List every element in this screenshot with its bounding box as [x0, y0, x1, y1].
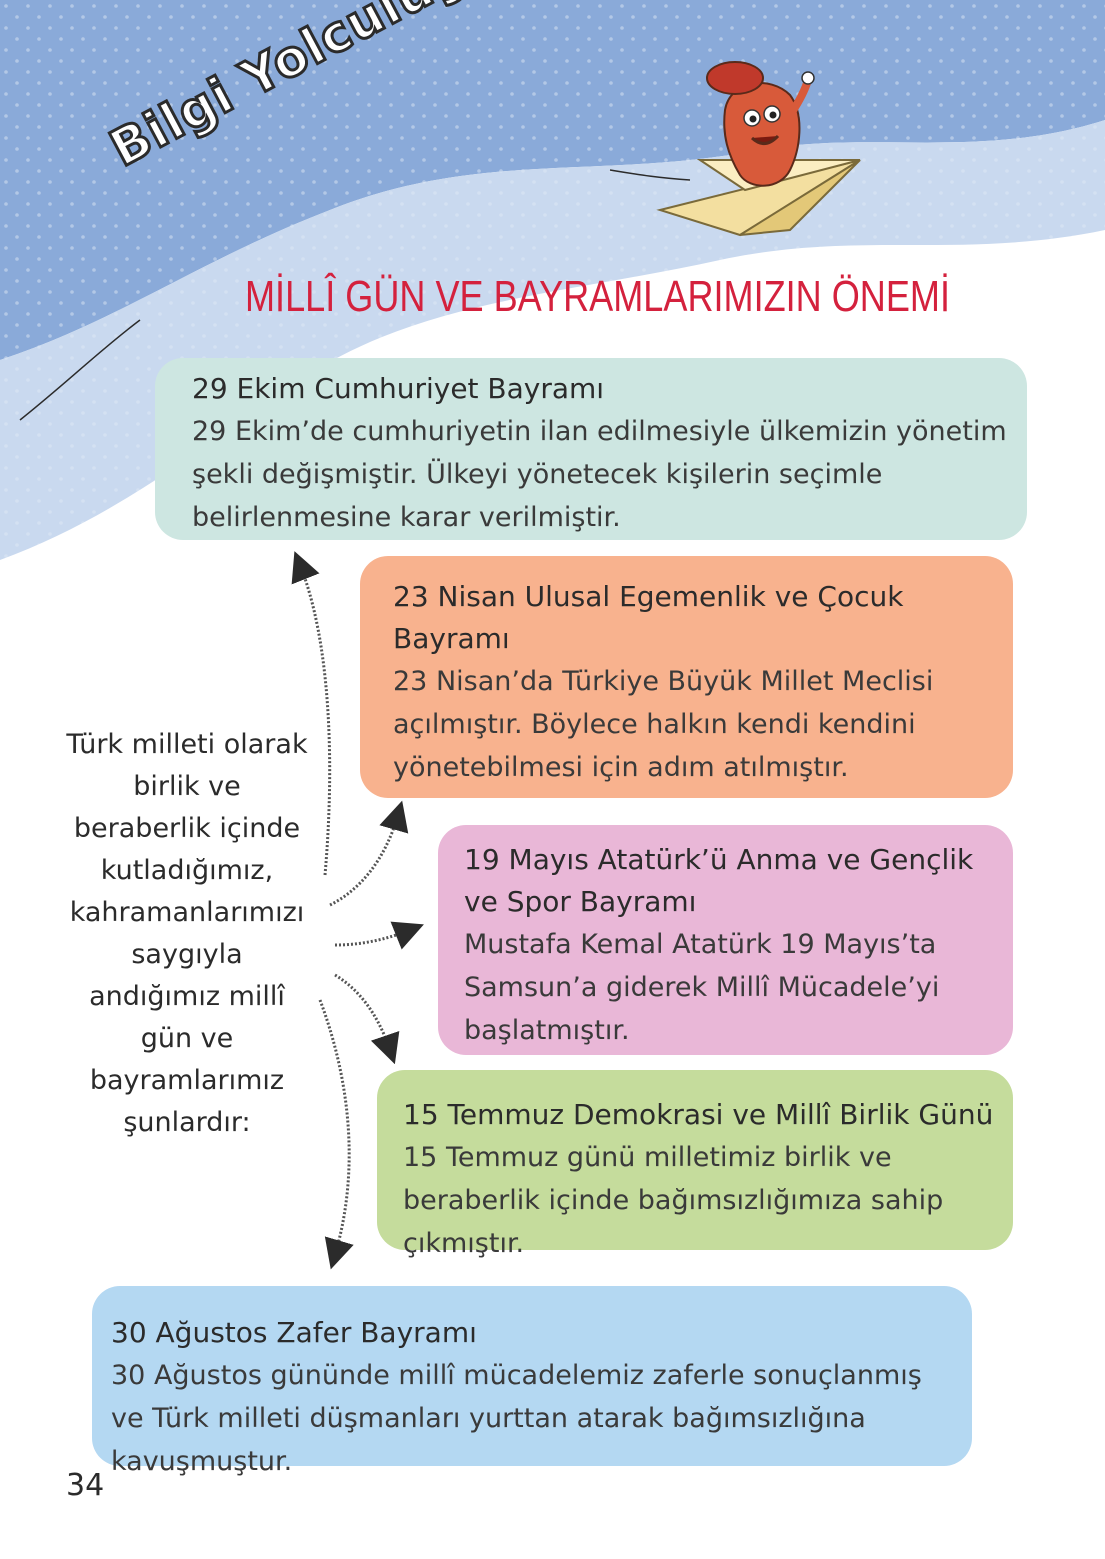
card-body: 23 Nisan’da Türkiye Büyük Millet Meclisi açılmıştır. Böylece halkın kendi kendini yönetebilmesi için adım atılmıştır.: [393, 666, 934, 783]
card-29-ekim: [155, 358, 1027, 540]
card-title: 23 Nisan Ulusal Egemenlik ve Çocuk Bayramı: [393, 580, 904, 655]
card-body: 29 Ekim’de cumhuriyetin ilan edilmesiyle ülkemizin yönetim şekli değişmiştir. Ülkeyi yönetecek kişilerin seçimle belirlenmesine karar verilmiştir.: [192, 416, 1007, 533]
card-title: 29 Ekim Cumhuriyet Bayramı: [192, 372, 605, 405]
card-body: 30 Ağustos gününde millî mücadelemiz zaferle sonuçlanmış ve Türk milleti düşmanları yurttan atarak bağımsızlığına kavuşmuştur.: [111, 1360, 922, 1477]
card-body: 15 Temmuz günü milletimiz birlik ve beraberlik içinde bağımsızlığımıza sahip çıkmıştır.: [403, 1142, 944, 1259]
card-title: 19 Mayıs Atatürk’ü Anma ve Gençlik ve Spor Bayramı: [464, 843, 974, 918]
intro-text: Türk milleti olarak birlik ve beraberlik içinde kutladığımız, kahramanlarımızı saygıyla andığımız millî gün ve bayramlarımız şunlardır:: [66, 729, 308, 1138]
card-body: Mustafa Kemal Atatürk 19 Mayıs’ta Samsun’a giderek Millî Mücadele’yi başlatmıştır.: [464, 929, 940, 1046]
card-19-mayis: [438, 825, 1013, 1055]
card-30-agustos: [92, 1286, 972, 1477]
card-title: 15 Temmuz Demokrasi ve Millî Birlik Günü: [403, 1098, 994, 1131]
page-number: 34: [66, 1468, 105, 1503]
page-title: MİLLÎ GÜN VE BAYRAMLARIMIZIN ÖNEMİ: [245, 272, 951, 321]
card-15-temmuz: [377, 1070, 1013, 1259]
card-title: 30 Ağustos Zafer Bayramı: [111, 1316, 477, 1349]
card-23-nisan: [360, 556, 1013, 798]
